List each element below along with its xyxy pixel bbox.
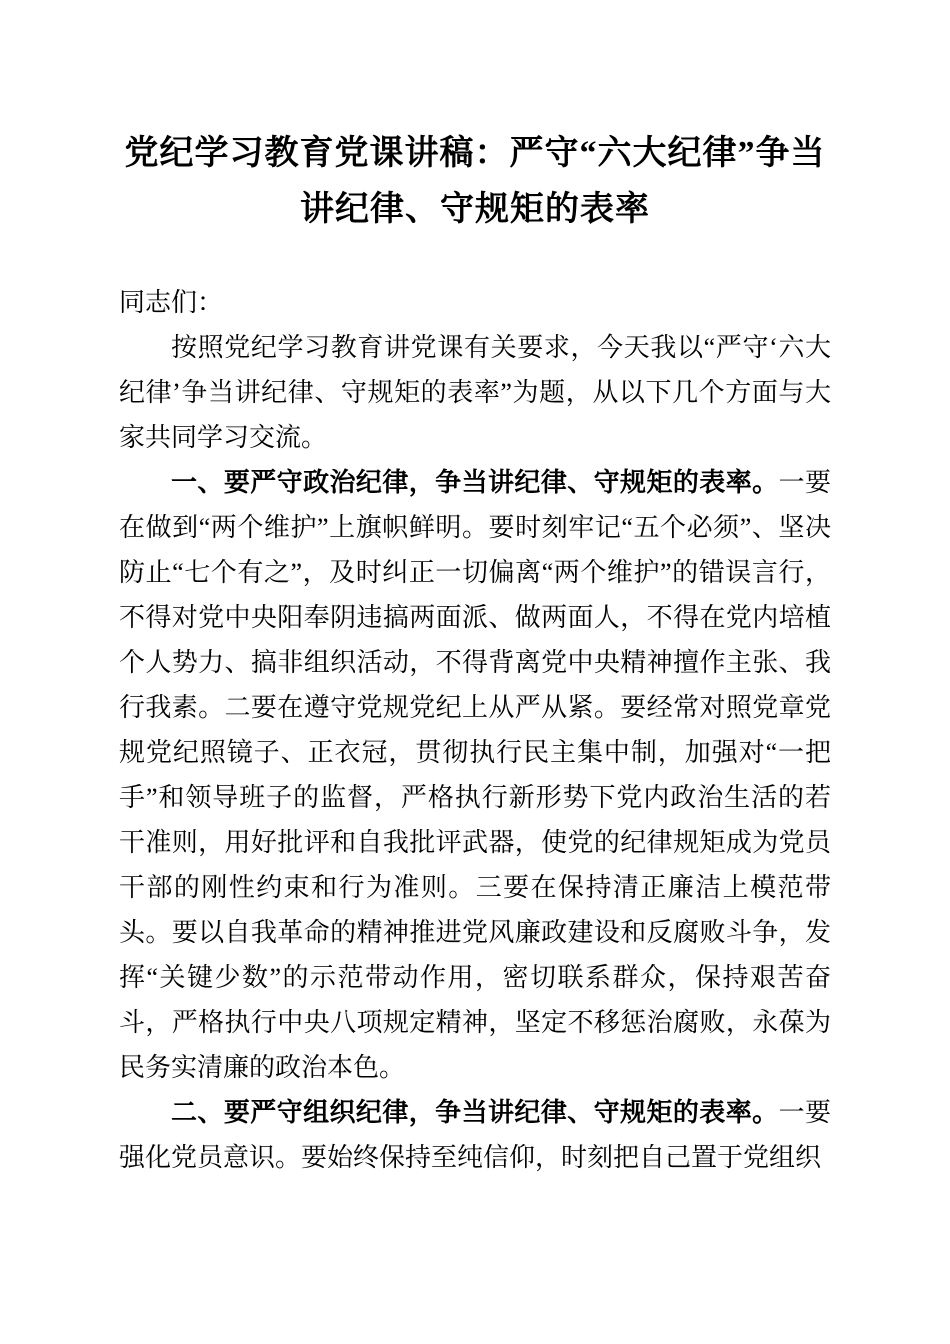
document-title: 党纪学习教育党课讲稿：严守“六大纪律”争当讲纪律、守规矩的表率: [124, 135, 826, 228]
text-run: 一要强化党员意识。要始终保持至纯信仰，时刻把自己置于党组织: [119, 1098, 831, 1172]
text-run: 同志们：: [119, 288, 224, 317]
paragraph-section-1: [119, 460, 831, 1090]
section-heading-run: 二、要严守组织纪律，争当讲纪律、守规矩的表率。: [171, 1097, 779, 1127]
text-run: 一要在做到“两个维护”上旗帜鲜明。要时刻牢记“五个必须”、坚决防止“七个有之”，及时纠正一切偏离“两个维护”的错误言行，不得对党中央阳奉阴违搞两面派、做两面人，不得在党内培植个人势力、搞非组织活动，不得背离党中央精神擅作主张、我行我素。二要在遵守党规党纪上从严从紧。要经常对照党章党规党纪照镜子、正衣冠，贯彻执行民主集中制，加强对“一把手”和领导班子的监督，严格执行新形势下党内政治生活的若干准则，用好批评和自我批评武器，使党的纪律规矩成为党员干部的刚性约束和行为准则。三要在保持清正廉洁上模范带头。要以自我革命的精神推进党风廉政建设和反腐败斗争，发挥“关键少数”的示范带动作用，密切联系群众，保持艰苦奋斗，严格执行中央八项规定精神，坚定不移惩治腐败，永葆为民务实清廉的政治本色。: [119, 468, 831, 1082]
text-run: 按照党纪学习教育讲党课有关要求，今天我以“严守‘六大纪律’争当讲纪律、守规矩的表率”为题，从以下几个方面与大家共同学习交流。: [119, 333, 831, 452]
section-heading-run: 一、要严守政治纪律，争当讲纪律、守规矩的表率。: [171, 467, 779, 497]
paragraph-salutation: [119, 280, 831, 325]
paragraph-section-2: [119, 1090, 831, 1180]
paragraph-intro: [119, 325, 831, 460]
